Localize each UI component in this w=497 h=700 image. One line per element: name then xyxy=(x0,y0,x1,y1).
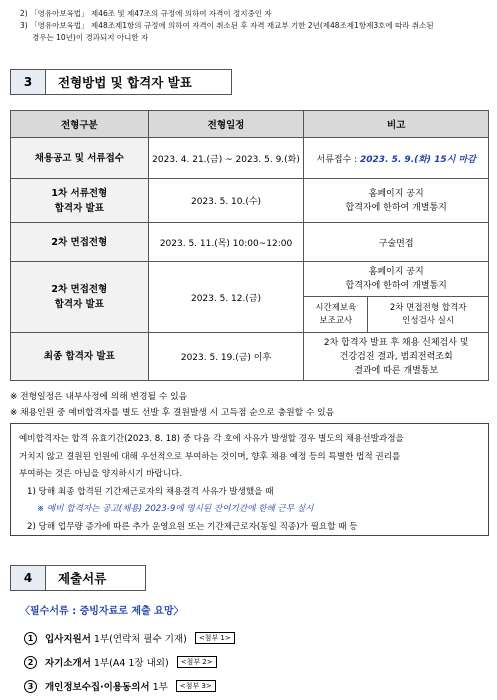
section-4-header xyxy=(10,565,146,591)
reserve-candidate-notice xyxy=(10,423,489,536)
deadline-highlight: 2023. 5. 9.(화) 15시 마감 xyxy=(360,154,476,165)
attachment-tag: <첨부 2> xyxy=(177,656,217,668)
sub-note-right xyxy=(368,297,489,333)
doc-detail: 1부 xyxy=(152,682,168,693)
doc-name: 입사지원서 xyxy=(45,634,91,645)
sub-note-left xyxy=(304,297,368,333)
category-line: 1차 서류전형 xyxy=(51,187,108,199)
row-category xyxy=(11,179,149,223)
header-schedule: 전형일정 xyxy=(148,111,304,138)
section-number: 4 xyxy=(10,565,46,591)
list-item xyxy=(24,626,235,650)
notice-line: 거치지 않고 결원된 인원에 대해 우선적으로 부여하는 것이며, 향후 채용 예정 등의 특별한 법적 권리를 xyxy=(19,451,401,462)
table-header-row xyxy=(11,111,489,138)
list-item xyxy=(24,650,235,674)
section-title: 전형방법 및 합격자 발표 xyxy=(46,69,232,95)
table-row xyxy=(11,138,489,179)
note-line: 결과에 따른 개별통보 xyxy=(354,365,439,376)
note-line: 홈페이지 공지 xyxy=(368,188,424,199)
row-date: 2023. 5. 19.(금) 이후 xyxy=(148,333,304,381)
note-line: 시간제보육 xyxy=(315,302,357,313)
note-line: 2차 면접전형 합격자 xyxy=(389,302,467,313)
notice-subnote: ※ 예비 합격자는 공고(채용) 2023-9에 명시된 잔여기간에 한해 근무 실시 xyxy=(37,504,314,514)
number-circle-icon: 3 xyxy=(24,680,37,693)
row-note xyxy=(304,262,489,297)
note-prefix: 서류접수 : xyxy=(316,154,361,165)
section-3-header xyxy=(10,69,232,95)
table-row xyxy=(11,262,489,297)
eligibility-notes xyxy=(20,8,490,44)
note-line: 보조교사 xyxy=(319,315,353,326)
schedule-table xyxy=(10,110,489,381)
note-line: 2차 합격자 발표 후 채용 신체검사 및 xyxy=(323,337,469,348)
notice-line: 예비합격자는 합격 유효기간(2023. 8. 18) 중 다음 각 호에 사유가 발생할 경우 별도의 채용선발과정을 xyxy=(19,434,404,444)
list-item xyxy=(24,674,235,698)
attachment-tag: <첨부 1> xyxy=(195,632,235,644)
note-line: 경우는 10년)이 경과되지 아니한 자 xyxy=(32,33,149,42)
doc-name: 자기소개서 xyxy=(45,658,91,669)
notice-line: 부여하는 것은 아님을 양지하시기 바랍니다. xyxy=(19,469,183,479)
attachment-tag: <첨부 3> xyxy=(176,680,216,692)
row-category xyxy=(11,262,149,333)
row-date: 2023. 4. 21.(금) ~ 2023. 5. 9.(화) xyxy=(148,138,304,179)
section-number: 3 xyxy=(10,69,46,95)
row-note: 구술면접 xyxy=(304,223,489,262)
table-row xyxy=(11,179,489,223)
note-line: 인성검사 실시 xyxy=(402,315,455,326)
row-category: 채용공고 및 서류접수 xyxy=(11,138,149,179)
schedule-remarks xyxy=(10,389,334,421)
row-note xyxy=(304,138,489,179)
doc-detail: 1부(연락처 필수 기재) xyxy=(93,634,187,645)
category-line: 합격자 발표 xyxy=(54,202,104,214)
table-row xyxy=(11,333,489,381)
note-line: 합격자에 한하여 개별통지 xyxy=(345,202,447,213)
row-date: 2023. 5. 10.(수) xyxy=(148,179,304,223)
row-category: 최종 합격자 발표 xyxy=(11,333,149,381)
note-line: 홈페이지 공지 xyxy=(368,267,424,277)
remark-line: ※ 채용인원 중 예비합격자를 별도 선발 후 결원발생 시 고득점 순으로 충원할 수 있음 xyxy=(10,408,335,418)
doc-name: 개인정보수집·이용동의서 xyxy=(45,682,150,693)
header-category: 전형구분 xyxy=(11,111,149,138)
row-note xyxy=(304,333,489,381)
section-title: 제출서류 xyxy=(46,565,146,591)
notice-item: 2) 당해 업무량 증가에 따른 추가 운영요원 또는 기간제근로자(동일 직종)가 필요할 때 등 xyxy=(27,521,358,532)
notice-item: 1) 당해 최종 합격된 기간제근로자의 채용결격 사유가 발생했을 때 xyxy=(27,486,274,497)
required-docs-heading: 〈필수서류 : 증빙자료로 제출 요망〉 xyxy=(20,606,184,617)
row-date: 2023. 5. 11.(목) 10:00~12:00 xyxy=(148,223,304,262)
note-line: 합격자에 한하여 개별통지 xyxy=(345,281,447,291)
row-date: 2023. 5. 12.(금) xyxy=(148,262,304,333)
note-line: 2) 「영유아보육법」 제46조 및 제47조의 규정에 의하여 자격이 정지중인 자 xyxy=(20,9,272,18)
number-circle-icon: 2 xyxy=(24,656,37,669)
header-note: 비고 xyxy=(304,111,489,138)
number-circle-icon: 1 xyxy=(24,632,37,645)
note-line: 3) 「영유아보육법」 제48조제1항의 규정에 의하여 자격이 취소된 후 자격 재교부 기한 2년(제48조제1항제3호에 따라 취소된 xyxy=(20,21,434,30)
table-row xyxy=(11,223,489,262)
row-note xyxy=(304,179,489,223)
doc-detail: 1부(A4 1장 내외) xyxy=(93,658,169,669)
category-line: 2차 면접전형 xyxy=(51,284,108,295)
row-category: 2차 면접전형 xyxy=(11,223,149,262)
category-line: 합격자 발표 xyxy=(54,299,104,310)
remark-line: ※ 전형일정은 내부사정에 의해 변경될 수 있음 xyxy=(10,392,188,402)
document-list xyxy=(24,626,235,698)
note-line: 건강검진 결과, 범죄전력조회 xyxy=(339,351,453,362)
